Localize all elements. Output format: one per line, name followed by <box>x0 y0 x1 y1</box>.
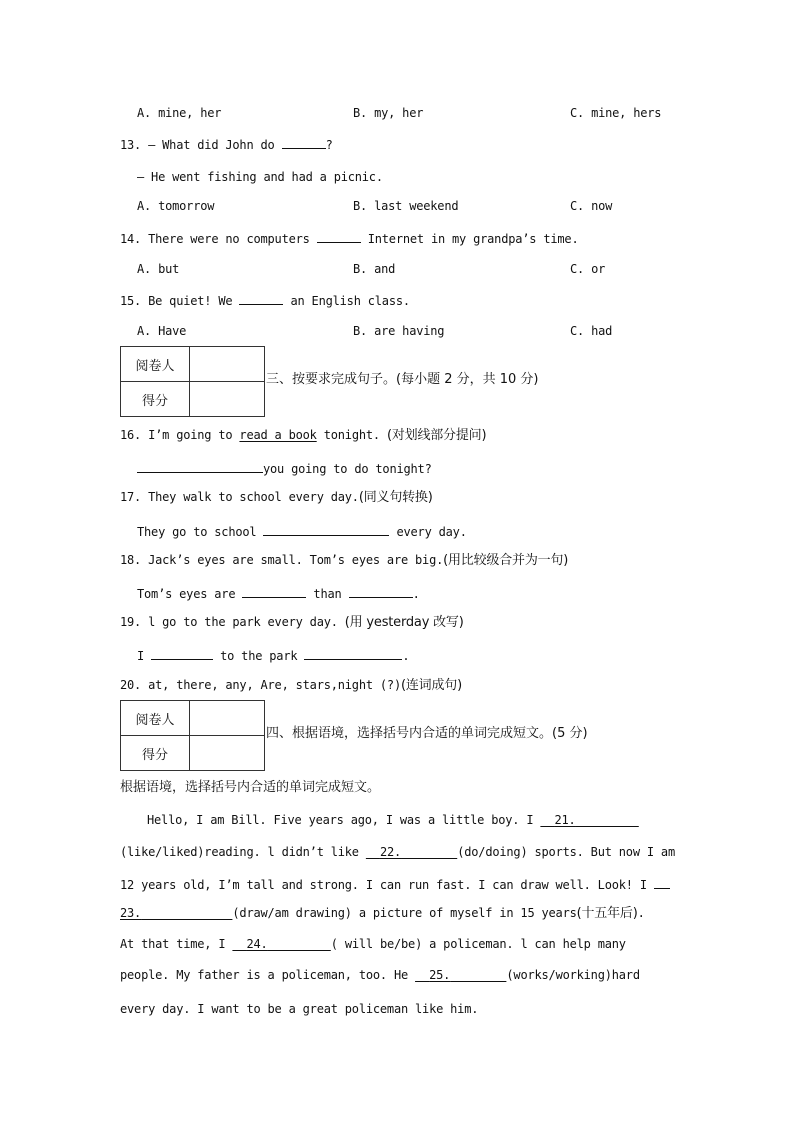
q12-option-b: B. my, her <box>353 106 424 120</box>
score-cell[interactable] <box>190 736 265 771</box>
q15-option-c: C. had <box>570 324 613 338</box>
q12-option-c: C. mine, hers <box>570 106 662 120</box>
q14-blank <box>317 230 361 243</box>
q19-blank-2 <box>304 647 402 660</box>
blank-25: 25. <box>429 968 451 982</box>
q18-blank-1 <box>242 585 306 598</box>
score-label: 得分 <box>121 736 190 771</box>
q13-answer-line: — He went fishing and had a picnic. <box>137 170 383 184</box>
q16-answer-line: you going to do tonight? <box>137 460 432 477</box>
q13-question: 13. — What did John do ? <box>120 138 333 152</box>
score-cell[interactable] <box>190 382 265 417</box>
q14-option-b: B. and <box>353 262 396 276</box>
q14-option-c: C. or <box>570 262 606 276</box>
q17-blank <box>263 523 389 536</box>
grader-box-section4 <box>120 700 265 771</box>
q20-question: 20. at, there, any, Are, stars,night (?)(连词成句) <box>120 678 462 693</box>
q15-option-a: A. Have <box>137 324 187 338</box>
q19-question: 19. l go to the park every day. (用 yesterday 改写) <box>120 615 464 630</box>
q17-answer-line: They go to school every day. <box>137 525 467 539</box>
section4-instruction: 根据语境，选择括号内合适的单词完成短文。 <box>120 780 381 795</box>
grader-box-section3 <box>120 346 265 417</box>
q16-underlined-phrase: read a book <box>239 428 317 442</box>
reviewer-cell[interactable] <box>190 347 265 382</box>
section4-title: 四、根据语境，选择括号内合适的单词完成短文。(5 分) <box>266 726 588 741</box>
q18-answer-line: Tom’s eyes are than . <box>137 587 420 601</box>
q15-option-b: B. are having <box>353 324 445 338</box>
q15-blank <box>239 292 283 305</box>
q13-option-c: C. now <box>570 199 613 213</box>
reviewer-label: 阅卷人 <box>121 347 190 382</box>
passage-line-5: At that time, I 24. ( will be/be) a policeman. l can help many <box>120 937 626 951</box>
q19-blank-1 <box>151 647 213 660</box>
passage-line-4: 23. (draw/am drawing) a picture of myself in 15 years(十五年后). <box>120 906 645 921</box>
q14-question: 14. There were no computers Internet in my grandpa’s time. <box>120 232 579 246</box>
blank-22: 22. <box>379 845 402 859</box>
q13-blank <box>282 136 326 149</box>
passage-line-3: 12 years old, I’m tall and strong. I can run fast. I can draw well. Look! I <box>120 876 670 893</box>
score-label: 得分 <box>121 382 190 417</box>
q16-blank <box>137 460 263 473</box>
section3-title: 三、按要求完成句子。(每小题 2 分，共 10 分) <box>266 372 539 387</box>
q19-answer-line: I to the park . <box>137 649 410 663</box>
blank-23: 23. <box>120 906 142 920</box>
passage-line-7: every day. I want to be a great policeman like him. <box>120 1002 479 1016</box>
q12-option-a: A. mine, her <box>137 106 222 120</box>
q18-question: 18. Jack’s eyes are small. Tom’s eyes are big.(用比较级合并为一句) <box>120 553 569 568</box>
blank-23-lead <box>654 876 670 889</box>
blank-21: 21. <box>554 813 576 827</box>
blank-24: 24. <box>246 937 268 951</box>
passage-line-6: people. My father is a policeman, too. He 25. (works/working)hard <box>120 968 640 982</box>
q13-option-b: B. last weekend <box>353 199 459 213</box>
q13-option-a: A. tomorrow <box>137 199 215 213</box>
q16-question: 16. I’m going to read a book tonight. (对划线部分提问) <box>120 428 487 443</box>
q17-question: 17. They walk to school every day.(同义句转换) <box>120 490 433 505</box>
passage-line-2: (like/liked)reading. l didn’t like 22. (do/doing) sports. But now I am <box>120 845 675 859</box>
reviewer-label: 阅卷人 <box>121 701 190 736</box>
q15-question: 15. Be quiet! We an English class. <box>120 294 410 308</box>
reviewer-cell[interactable] <box>190 701 265 736</box>
passage-line-1: Hello, I am Bill. Five years ago, I was a little boy. I 21. <box>147 812 639 828</box>
q14-option-a: A. but <box>137 262 180 276</box>
q18-blank-2 <box>349 585 413 598</box>
